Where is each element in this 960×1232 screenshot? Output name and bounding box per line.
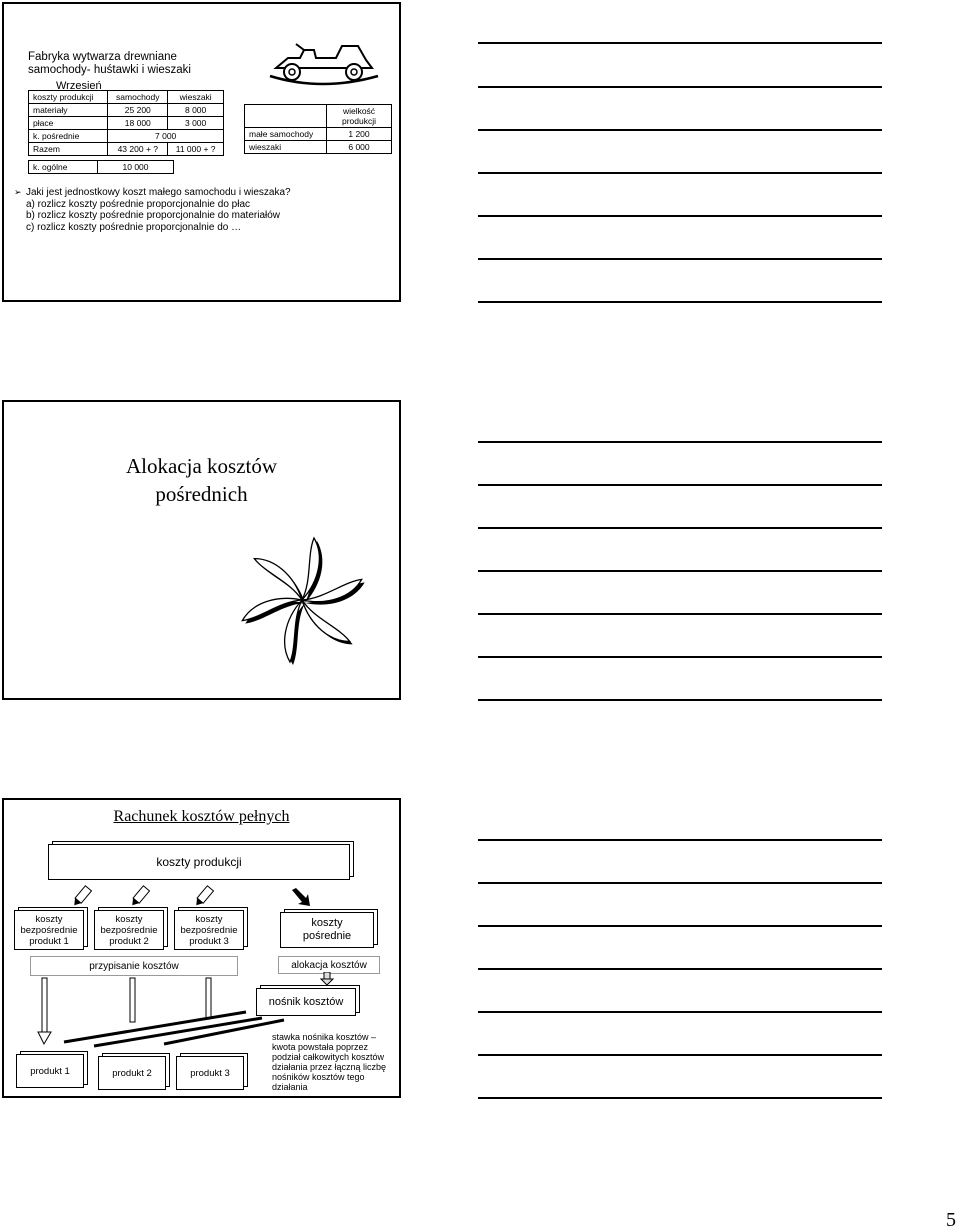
note-line xyxy=(478,42,882,44)
note-line xyxy=(478,656,882,658)
question-block xyxy=(14,187,394,233)
slide1-title xyxy=(28,51,218,77)
table-cell: 3 000 xyxy=(168,117,224,130)
slide-3 xyxy=(2,798,401,1098)
product-box-3: produkt 3 xyxy=(176,1056,244,1090)
note-line xyxy=(478,882,882,884)
question-text: Jaki jest jednostkowy koszt małego samochodu i wieszaka? xyxy=(26,187,291,198)
table-cell: 8 000 xyxy=(168,104,224,117)
table-cell: Razem xyxy=(29,143,108,156)
table-cell: 1 200 xyxy=(327,128,392,141)
slide2-title xyxy=(4,452,399,508)
table-cell: małe samochody xyxy=(245,128,327,141)
note-line xyxy=(478,86,882,88)
assignment-label: przypisanie kosztów xyxy=(30,956,238,976)
table-row xyxy=(245,141,392,154)
pencil-icon xyxy=(71,886,91,908)
toy-car-icon xyxy=(266,40,382,90)
note-line xyxy=(478,172,882,174)
note-line xyxy=(478,1054,882,1056)
title-line-2: samochody- huśtawki i wieszaki xyxy=(28,64,191,76)
note-line xyxy=(478,258,882,260)
option-a: a) rozlicz koszty pośrednie proporcjonalnie do płac xyxy=(26,198,251,210)
table-cell: k. pośrednie xyxy=(29,130,108,143)
note-line xyxy=(478,570,882,572)
table-cell: 10 000 xyxy=(98,161,174,174)
note-line xyxy=(478,613,882,615)
direct-cost-box-2: koszty bezpośrednie produkt 2 xyxy=(94,910,164,950)
page-number: 5 xyxy=(946,1209,956,1231)
general-cost-table xyxy=(28,160,174,174)
title-line-2: pośrednich xyxy=(155,482,248,506)
pencil-arrows xyxy=(64,884,324,908)
cost-table-header xyxy=(29,91,224,104)
table-cell: wieszaki xyxy=(245,141,327,154)
title-line-1: Fabryka wytwarza drewniane xyxy=(28,51,177,63)
cost-table xyxy=(28,90,224,156)
table-cell: 43 200 + ? xyxy=(108,143,168,156)
table-cell: k. ogólne xyxy=(29,161,98,174)
option-b: b) rozlicz koszty pośrednie proporcjonalnie do materiałów xyxy=(26,210,281,221)
title-line-1: Alokacja kosztów xyxy=(125,454,278,478)
table-row xyxy=(29,104,224,117)
note-line xyxy=(478,968,882,970)
slide3-title: Rachunek kosztów pełnych xyxy=(113,808,290,825)
table-row xyxy=(29,161,174,174)
allocation-label: alokacja kosztów xyxy=(278,956,380,974)
table-row xyxy=(29,117,224,130)
note-line xyxy=(478,215,882,217)
table-cell: płace xyxy=(29,117,108,130)
pencil-icon xyxy=(129,886,149,908)
product-box-1: produkt 1 xyxy=(16,1054,84,1088)
note-line xyxy=(478,839,882,841)
table-header-cell: wieszaki xyxy=(168,91,224,104)
note-line xyxy=(478,129,882,131)
carrier-rate-note: stawka nośnika kosztów – kwota powstała poprzez podział całkowitych kosztów działania przez łączną liczbę nośników kosztów tego działania xyxy=(272,1032,387,1092)
slide-2 xyxy=(2,400,401,700)
pinwheel-icon xyxy=(232,530,372,670)
table-row xyxy=(29,130,224,143)
note-line xyxy=(478,527,882,529)
table-cell: 6 000 xyxy=(327,141,392,154)
note-line xyxy=(478,441,882,443)
table-row xyxy=(245,128,392,141)
note-line xyxy=(478,1097,882,1099)
table-cell: 18 000 xyxy=(108,117,168,130)
table-cell: 25 200 xyxy=(108,104,168,117)
arrow-down-right-icon xyxy=(292,888,310,906)
direct-cost-box-1: koszty bezpośrednie produkt 1 xyxy=(14,910,84,950)
pencil-icon xyxy=(193,886,213,908)
table-cell: 7 000 xyxy=(108,130,224,143)
production-costs-box: koszty produkcji xyxy=(48,844,350,880)
table-cell: materiały xyxy=(29,104,108,117)
note-line xyxy=(478,1011,882,1013)
product-box-2: produkt 2 xyxy=(98,1056,166,1090)
down-arrow-icon xyxy=(38,978,51,1044)
slide-1 xyxy=(2,2,401,302)
indirect-cost-box: koszty pośrednie xyxy=(280,912,374,948)
month-label: Wrzesień xyxy=(56,80,102,92)
note-line xyxy=(478,925,882,927)
table-header-cell: wielkość produkcji xyxy=(327,105,392,128)
table-header-cell: koszty produkcji xyxy=(29,91,108,104)
cost-carrier-box: nośnik kosztów xyxy=(256,988,356,1016)
volume-table-header xyxy=(245,105,392,128)
volume-table xyxy=(244,104,392,154)
down-arrow-icon xyxy=(130,978,135,1022)
bullet-arrow-icon: ➢ xyxy=(14,187,22,197)
down-arrow-icon xyxy=(321,972,333,985)
table-header-cell: samochody xyxy=(108,91,168,104)
note-line xyxy=(478,699,882,701)
option-c: c) rozlicz koszty pośrednie proporcjonalnie do … xyxy=(26,221,242,233)
note-line xyxy=(478,301,882,303)
down-arrow-icon xyxy=(206,978,211,1018)
note-line xyxy=(478,484,882,486)
table-row xyxy=(29,143,224,156)
table-cell: 11 000 + ? xyxy=(168,143,224,156)
direct-cost-box-3: koszty bezpośrednie produkt 3 xyxy=(174,910,244,950)
